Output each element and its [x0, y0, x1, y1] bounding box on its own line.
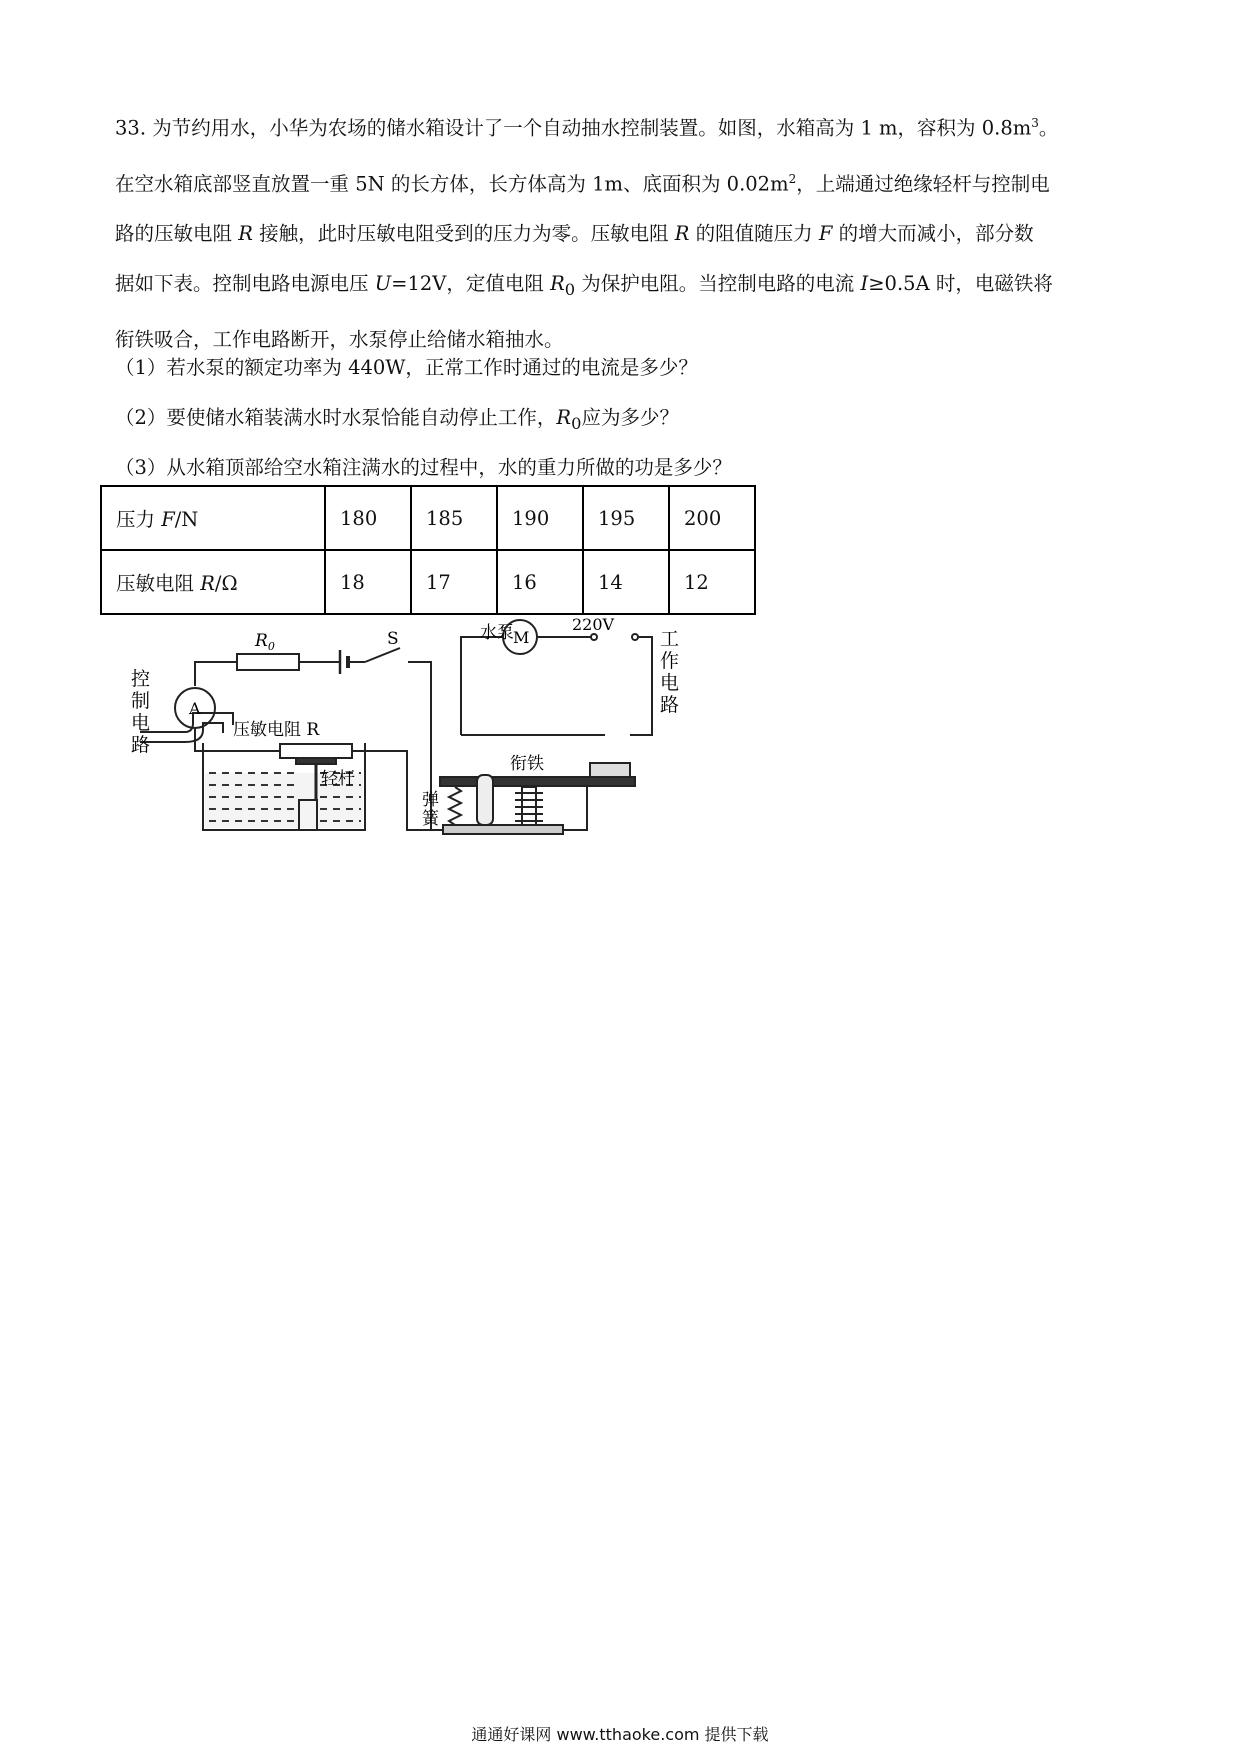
label-220v: 220V — [572, 615, 615, 634]
terminal-left — [591, 634, 597, 640]
label-ammeter: A — [189, 699, 201, 718]
pressure-resistance-table — [100, 485, 756, 615]
resistor-r0 — [237, 654, 299, 670]
question-number: 33. — [115, 116, 147, 140]
table-row-resistance — [101, 550, 755, 614]
relay-base — [443, 825, 563, 834]
label-r0: $R_0$ — [255, 631, 275, 653]
table-cell: 195 — [583, 486, 669, 550]
spring — [449, 787, 461, 825]
svg-text:弹: 弹 — [422, 790, 439, 810]
table-cell: 14 — [583, 550, 669, 614]
control-wire-top — [195, 662, 237, 686]
label-work-circuit — [660, 628, 679, 716]
question-line-3: 路的压敏电阻 R 接触，此时压敏电阻受到的压力为零。压敏电阻 R 的阻值随压力 F 的增大而减小，部分数 — [115, 222, 1034, 245]
terminal-right — [632, 634, 638, 640]
table-header-pressure: 压力 F/N — [101, 486, 325, 550]
table-cell: 17 — [411, 550, 497, 614]
sub-question-3: （3）从水箱顶部给空水箱注满水的过程中，水的重力所做的功是多少？ — [115, 456, 732, 479]
svg-text:簧: 簧 — [422, 809, 439, 829]
sub-question-2: （2）要使储水箱装满水时水泵恰能自动停止工作，$R_0$应为多少？ — [115, 406, 679, 433]
rod-connector — [296, 758, 336, 764]
armature-bar — [440, 777, 635, 786]
question-line-2: 在空水箱底部竖直放置一重 5N 的长方体，长方体高为 1m、底面积为 $0.02m^2$，上端通过绝缘轻杆与控制电 — [115, 171, 1050, 195]
label-switch: S — [387, 629, 399, 649]
label-motor: M — [513, 628, 530, 647]
circuit-diagram — [125, 615, 775, 950]
label-light-rod: 轻杆 — [321, 769, 355, 789]
label-pressure-sensor: 压敏电阻 R — [233, 720, 320, 740]
pressure-sensor-r — [280, 744, 352, 758]
table-row-pressure — [101, 486, 755, 550]
svg-text:路: 路 — [131, 734, 151, 756]
svg-text:作: 作 — [660, 650, 680, 672]
relay-contacts — [590, 763, 630, 777]
table-header-resistance: 压敏电阻 R/Ω — [101, 550, 325, 614]
table-cell: 18 — [325, 550, 411, 614]
label-spring — [422, 790, 440, 829]
table-cell: 190 — [497, 486, 583, 550]
table-cell: 185 — [411, 486, 497, 550]
label-control-circuit — [131, 668, 150, 756]
table-cell: 16 — [497, 550, 583, 614]
switch-s — [365, 648, 400, 662]
footer-watermark: 通通好课网 www.tthaoke.com 提供下载 — [471, 1725, 769, 1744]
question-line-5: 衔铁吸合，工作电路断开，水泵停止给储水箱抽水。 — [115, 327, 564, 351]
sub-question-1: （1）若水泵的额定功率为 440W，正常工作时通过的电流是多少？ — [115, 356, 698, 379]
svg-text:路: 路 — [660, 694, 680, 716]
svg-text:制: 制 — [131, 690, 151, 712]
svg-text:电: 电 — [660, 672, 680, 694]
svg-text:控: 控 — [131, 668, 151, 690]
question-line-1: 33. 为节约用水，小华为农场的储水箱设计了一个自动抽水控制装置。如图，水箱高为 1 m，容积为 $0.8m^3$。 — [115, 116, 1059, 140]
svg-text:电: 电 — [131, 712, 151, 734]
relay-pivot — [477, 775, 493, 825]
table-cell: 200 — [669, 486, 755, 550]
label-armature: 衔铁 — [510, 754, 544, 774]
table-cell: 12 — [669, 550, 755, 614]
question-line-4: 据如下表。控制电路电源电压 U=12V，定值电阻 $R_0$ 为保护电阻。当控制电路的电流 I≥0.5A 时，电磁铁将 — [115, 272, 1053, 299]
svg-text:工: 工 — [660, 628, 680, 650]
question-body — [115, 98, 1135, 365]
label-pump: 水泵 — [480, 623, 514, 643]
table-cell: 180 — [325, 486, 411, 550]
